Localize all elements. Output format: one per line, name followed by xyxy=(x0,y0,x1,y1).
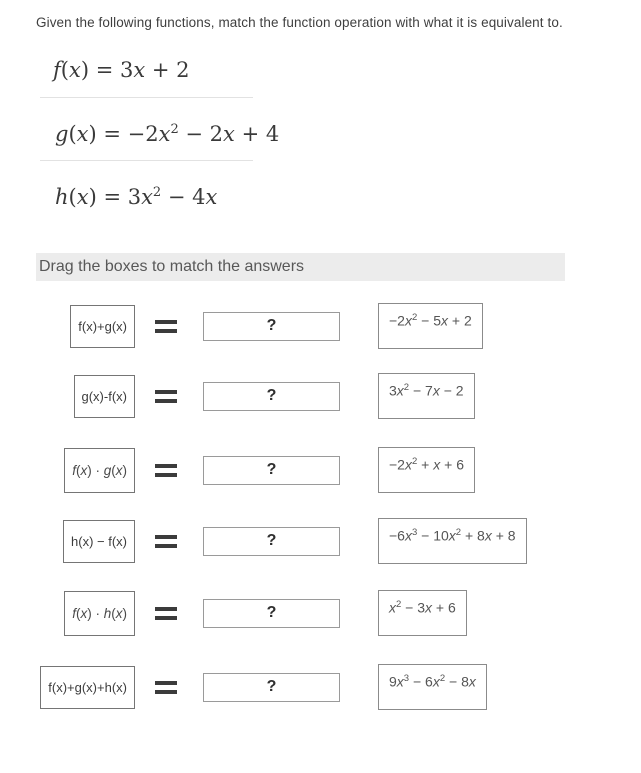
equals-sign xyxy=(155,607,177,620)
operation-cell xyxy=(36,375,135,418)
match-row xyxy=(36,652,605,722)
match-row xyxy=(36,291,605,361)
question-mark: ? xyxy=(266,678,277,695)
equals-sign xyxy=(155,535,177,548)
answer-option-box[interactable]: $-2x^2 - 5x + 2$ xyxy=(378,303,483,349)
operation-box: g(x)-f(x) xyxy=(74,375,136,418)
answer-option-box[interactable]: $3x^2 - 7x - 2$ xyxy=(378,373,475,419)
drag-instruction-banner: Drag the boxes to match the answers xyxy=(36,253,565,281)
operation-cell xyxy=(36,305,135,348)
question-mark: ? xyxy=(266,461,277,478)
match-row xyxy=(36,361,605,431)
drop-target[interactable] xyxy=(203,527,340,556)
operation-box: h(x) − f(x) xyxy=(63,520,135,563)
drop-target[interactable] xyxy=(203,599,340,628)
match-row xyxy=(36,578,605,648)
equals-sign xyxy=(155,390,177,403)
operation-cell xyxy=(36,520,135,563)
function-divider xyxy=(40,160,253,161)
answer-option-box[interactable]: $x^2 - 3x + 6$ xyxy=(378,590,467,636)
instruction-text: Given the following functions, match the function operation with what it is equivalent to. xyxy=(36,15,563,30)
drop-target[interactable] xyxy=(203,673,340,702)
function-definition-h: $h(x) = 3x^2 - 4x$ xyxy=(55,185,218,209)
drop-target[interactable] xyxy=(203,312,340,341)
operation-cell xyxy=(36,591,135,636)
match-row xyxy=(36,506,605,576)
operation-cell xyxy=(36,448,135,493)
question-mark: ? xyxy=(266,387,277,404)
operation-cell xyxy=(36,666,135,709)
drop-target[interactable] xyxy=(203,456,340,485)
answer-option-box[interactable]: $9x^3 - 6x^2 - 8x$ xyxy=(378,664,487,710)
equals-sign xyxy=(155,681,177,694)
operation-box: f(x) · h(x) xyxy=(64,591,135,636)
answer-option-box[interactable]: $-6x^3 - 10x^2 + 8x + 8$ xyxy=(378,518,527,564)
question-mark: ? xyxy=(266,532,277,549)
function-definition-g: $g(x) = -2x^2 - 2x + 4$ xyxy=(55,122,280,146)
operation-box: f(x)+g(x)+h(x) xyxy=(40,666,135,709)
answer-option-box[interactable]: $-2x^2 + x + 6$ xyxy=(378,447,475,493)
match-row xyxy=(36,435,605,505)
equals-sign xyxy=(155,464,177,477)
operation-box: f(x) · g(x) xyxy=(64,448,135,493)
function-divider xyxy=(40,97,253,98)
equals-sign xyxy=(155,320,177,333)
function-definition-f: f(x) = 3x + 2 xyxy=(53,58,190,82)
question-mark: ? xyxy=(266,604,277,621)
question-mark: ? xyxy=(266,317,277,334)
operation-box: f(x)+g(x) xyxy=(70,305,135,348)
drop-target[interactable] xyxy=(203,382,340,411)
